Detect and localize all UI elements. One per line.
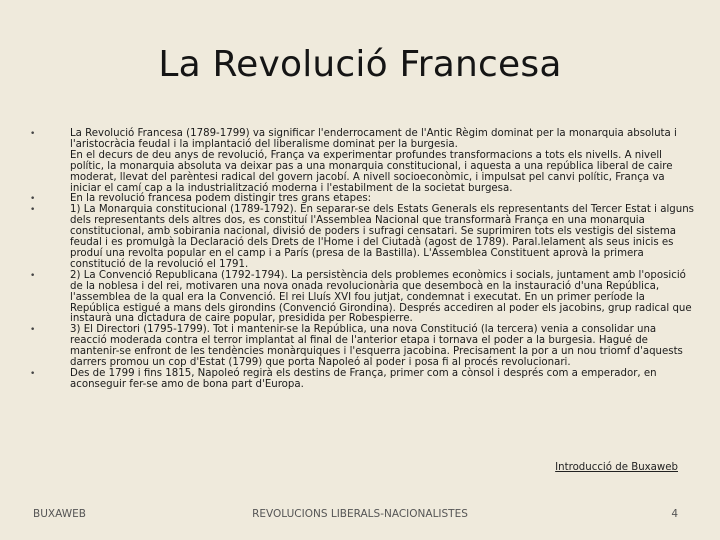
bullet-icon: • xyxy=(30,368,36,379)
bullet-icon: • xyxy=(30,325,36,336)
introduction-link[interactable]: Introducció de Buxaweb xyxy=(555,462,678,473)
footer-title: REVOLUCIONS LIBERALS-NACIONALISTES xyxy=(252,508,468,520)
paragraph: En el decurs de deu anys de revolució, França va experimentar profundes transformacions a tots els nivells. A nivell polític, la monarquia absoluta va deixar pas a una monarquia constitucional, i aquesta a una república liberal de caire moderat, llevat del parèntesi radical del govern jacobí. A nivell socioeconòmic, i impulsat pel canvi polític, França va iniciar el camí cap a la industrialització moderna i l'estabilment de la societat burgesa. xyxy=(70,149,673,194)
page-number: 4 xyxy=(671,508,678,520)
bullet-list xyxy=(30,129,695,391)
bullet-icon: • xyxy=(30,270,36,281)
bullet-icon: • xyxy=(30,129,36,139)
list-item xyxy=(30,129,695,194)
slide-title: La Revolució Francesa xyxy=(158,44,562,85)
bullet-icon: • xyxy=(30,194,36,205)
list-item xyxy=(30,205,695,270)
paragraph: 2) La Convenció Republicana (1792-1794). La persistència dels problemes econòmics i socials, juntament amb l'oposició de la noblesa i del rei, motivaren una nova onada revolucionària que desembocà en la instauració d'una República, l'assemblea de la qual era la Convenció. El rei Lluís XVI fou jutjat, condemnat i executat. En un primer període la República estigué a mans dels girondins (Convenció Girondina). Després accediren al poder els jacobins, grup radical que instaurà una dictadura de caire popular, presidida per Robespierre. xyxy=(70,269,692,325)
list-item xyxy=(30,271,695,326)
footer-author: BUXAWEB xyxy=(33,508,86,520)
bullet-icon: • xyxy=(30,205,36,216)
list-item xyxy=(30,325,695,369)
paragraph: En la revolució francesa podem distingir tres grans etapes: xyxy=(70,193,372,205)
list-item xyxy=(30,369,695,391)
paragraph: La Revolució Francesa (1789-1799) va significar l'enderrocament de l'Antic Règim dominat per la monarquia absoluta i l'aristocràcia feudal i la implantació del liberalisme dominat per la burgesia. xyxy=(70,128,677,150)
paragraph: Des de 1799 i fins 1815, Napoleó regirà els destins de França, primer com a cònsol i després com a emperador, en aconseguir fer-se amo de bona part d'Europa. xyxy=(70,367,657,390)
paragraph: 3) El Directori (1795-1799). Tot i mantenir-se la República, una nova Constitució (la tercera) venia a consolidar una reacció moderada contra el terror implantat al final de l'anterior etapa i tornava el poder a la burgesia. Hagué de mantenir-se enfront de les tendències monàrquiques i l'esquerra jacobina. Precisament la por a un nou triomf d'aquests darrers promou un cop d'Estat (1799) que porta Napoleó al poder i posa fi al procés revolucionari. xyxy=(70,324,683,369)
paragraph: 1) La Monarquia constitucional (1789-1792). En separar-se dels Estats Generals els representants del Tercer Estat i alguns dels representants dels altres dos, es constituí l'Assemblea Nacional que transformarà França en una monarquia constitucional, amb sobirania nacional, divisió de poders i sufragi censatari. Se suprimiren tots els vestigis del sistema feudal i es promulgà la Declaració dels Drets de l'Home i del Ciutadà (agost de 1789). Paral.lelament als seus inicis es produí una revolta popular en el camp i a París (presa de la Bastilla). L'Assemblea Constituent aprovà la primera constitució de la revolució el 1791. xyxy=(70,204,694,270)
